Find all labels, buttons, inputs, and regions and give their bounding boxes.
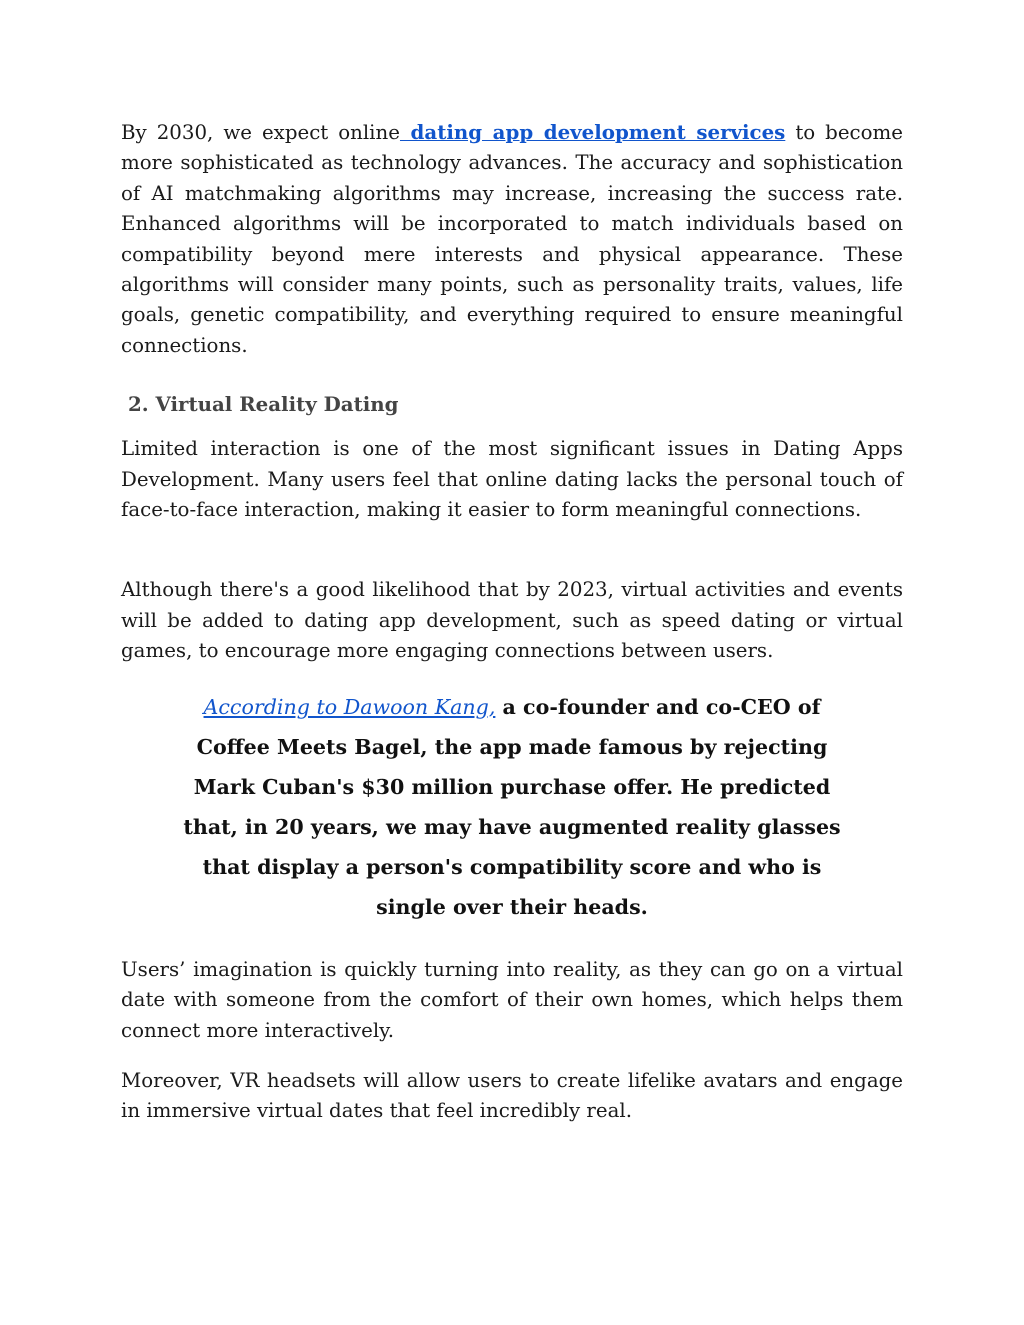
virtual-activities-paragraph: Although there's a good likelihood that by 2023, virtual activities and events will be added to dating app development, such as speed dating or virtual games, to encourage more engaging connections between users. <box>121 578 903 663</box>
imagination-paragraph: Users’ imagination is quickly turning into reality, as they can go on a virtual date with someone from the comfort of their own homes, which helps them connect more interactively. <box>121 957 903 1042</box>
intro-text-start: By 2030, we expect online <box>121 121 400 144</box>
quote-block <box>177 687 847 927</box>
intro-paragraph <box>121 117 903 361</box>
dawoon-kang-link[interactable]: According to Dawoon Kang, <box>203 694 496 719</box>
document-page <box>121 117 903 1127</box>
section-heading: 2. Virtual Reality Dating <box>128 392 399 417</box>
dating-app-services-link[interactable]: dating app development services <box>399 120 786 144</box>
intro-text-end: to become more sophisticated as technology advances. The accuracy and sophistication of AI matchmaking algorithms may increase, increasing the success rate. Enhanced algorithms will be incorporated to match individuals based on compatibility beyond mere interests and physical appearance. These algorithms will consider many points, such as personality traits, values, life goals, genetic compatibility, and everything required to ensure meaningful connections. <box>121 121 903 357</box>
limited-interaction-paragraph: Limited interaction is one of the most significant issues in Dating Apps Development. Many users feel that online dating lacks the personal touch of face-to-face interaction, making it easier to form meaningful connections. <box>121 437 903 522</box>
quote-text: a co-founder and co-CEO of Coffee Meets Bagel, the app made famous by rejecting Mark Cuban's $30 million purchase offer. He predicted that, in 20 years, we may have augmented reality glasses that display a person's compatibility score and who is single over their heads. <box>183 694 841 919</box>
vr-headsets-paragraph: Moreover, VR headsets will allow users to create lifelike avatars and engage in immersive virtual dates that feel incredibly real. <box>121 1068 903 1123</box>
